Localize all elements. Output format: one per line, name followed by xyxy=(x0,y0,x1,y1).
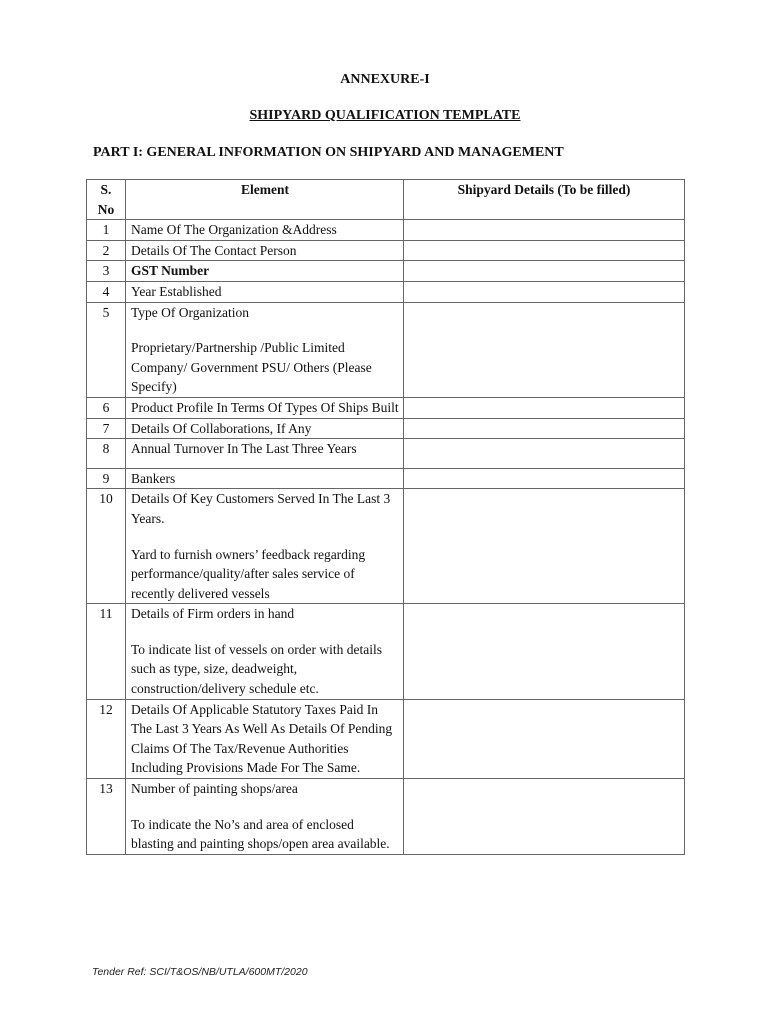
row-element: Number of painting shops/area xyxy=(131,781,298,797)
details-field[interactable] xyxy=(404,261,685,282)
row-element: Type Of Organization xyxy=(131,304,250,320)
row-element: GST Number xyxy=(126,261,404,282)
table-row xyxy=(87,439,685,469)
table-row xyxy=(87,418,685,439)
row-element: Year Established xyxy=(126,281,404,302)
table-row xyxy=(87,468,685,489)
qualification-table xyxy=(86,179,685,855)
row-number: 10 xyxy=(87,489,126,604)
details-field[interactable] xyxy=(404,397,685,418)
row-element-cell xyxy=(126,489,404,604)
col-header-details: Shipyard Details (To be filled) xyxy=(404,180,685,220)
row-element-cell xyxy=(126,779,404,855)
details-field[interactable] xyxy=(404,468,685,489)
row-number: 7 xyxy=(87,418,126,439)
row-element: Details Of The Contact Person xyxy=(126,240,404,261)
row-element: Product Profile In Terms Of Types Of Ships Built xyxy=(126,397,404,418)
row-element: Annual Turnover In The Last Three Years xyxy=(131,441,357,457)
table-row xyxy=(87,489,685,604)
col-header-sno xyxy=(87,180,126,220)
details-field[interactable] xyxy=(404,240,685,261)
col-header-element: Element xyxy=(126,180,404,220)
tender-reference: Tender Ref: SCI/T&OS/NB/UTLA/600MT/2020 xyxy=(92,966,308,978)
details-field[interactable] xyxy=(404,699,685,778)
row-number: 9 xyxy=(87,468,126,489)
document-title: SHIPYARD QUALIFICATION TEMPLATE xyxy=(249,108,521,123)
table-row xyxy=(87,779,685,855)
details-field[interactable] xyxy=(404,489,685,604)
row-element: Details Of Applicable Statutory Taxes Paid In The Last 3 Years As Well As Details Of Pending Claims Of The Tax/Revenue Authorities Including Provisions Made For The Same. xyxy=(126,699,404,778)
details-field[interactable] xyxy=(404,779,685,855)
row-element: Details Of Key Customers Served In The Last 3 Years. xyxy=(131,491,391,526)
details-field[interactable] xyxy=(404,220,685,241)
row-element: Name Of The Organization &Address xyxy=(126,220,404,241)
spacer xyxy=(131,322,399,338)
row-note: Yard to furnish owners’ feedback regarding performance/quality/after sales service of recently delivered vessels xyxy=(131,546,366,601)
details-field[interactable] xyxy=(404,604,685,699)
row-element-cell xyxy=(126,604,404,699)
row-element-cell xyxy=(126,302,404,397)
col-header-sno-line2: No xyxy=(97,201,115,217)
spacer xyxy=(131,624,399,640)
table-row xyxy=(87,604,685,699)
table-row xyxy=(87,240,685,261)
part-heading: PART I: GENERAL INFORMATION ON SHIPYARD AND MANAGEMENT xyxy=(93,145,564,160)
table-row xyxy=(87,261,685,282)
row-number: 1 xyxy=(87,220,126,241)
row-note: Proprietary/Partnership /Public Limited Company/ Government PSU/ Others (Please Specify) xyxy=(131,340,372,395)
col-header-sno-line1: S. xyxy=(100,182,112,197)
row-element: Bankers xyxy=(126,468,404,489)
row-number: 3 xyxy=(87,261,126,282)
details-field[interactable] xyxy=(404,302,685,397)
row-element: Details Of Collaborations, If Any xyxy=(126,418,404,439)
table-row xyxy=(87,281,685,302)
table-header-row xyxy=(87,180,685,220)
table-row xyxy=(87,302,685,397)
row-number: 11 xyxy=(87,604,126,699)
table-row xyxy=(87,220,685,241)
spacer xyxy=(131,799,399,815)
details-field[interactable] xyxy=(404,281,685,302)
table-row xyxy=(87,397,685,418)
row-number: 8 xyxy=(87,439,126,469)
row-element-cell xyxy=(126,439,404,469)
spacer xyxy=(131,459,399,468)
table-row xyxy=(87,699,685,778)
spacer xyxy=(131,529,399,545)
row-element: Details of Firm orders in hand xyxy=(131,606,295,622)
row-number: 12 xyxy=(87,699,126,778)
row-number: 5 xyxy=(87,302,126,397)
row-note: To indicate list of vessels on order with details such as type, size, deadweight, construction/delivery schedule etc. xyxy=(131,641,383,697)
annexure-heading: ANNEXURE-I xyxy=(340,72,430,87)
row-number: 13 xyxy=(87,779,126,855)
row-number: 4 xyxy=(87,281,126,302)
row-number: 2 xyxy=(87,240,126,261)
details-field[interactable] xyxy=(404,418,685,439)
details-field[interactable] xyxy=(404,439,685,469)
row-number: 6 xyxy=(87,397,126,418)
row-note: To indicate the No’s and area of enclosed blasting and painting shops/open area available. xyxy=(131,816,390,852)
